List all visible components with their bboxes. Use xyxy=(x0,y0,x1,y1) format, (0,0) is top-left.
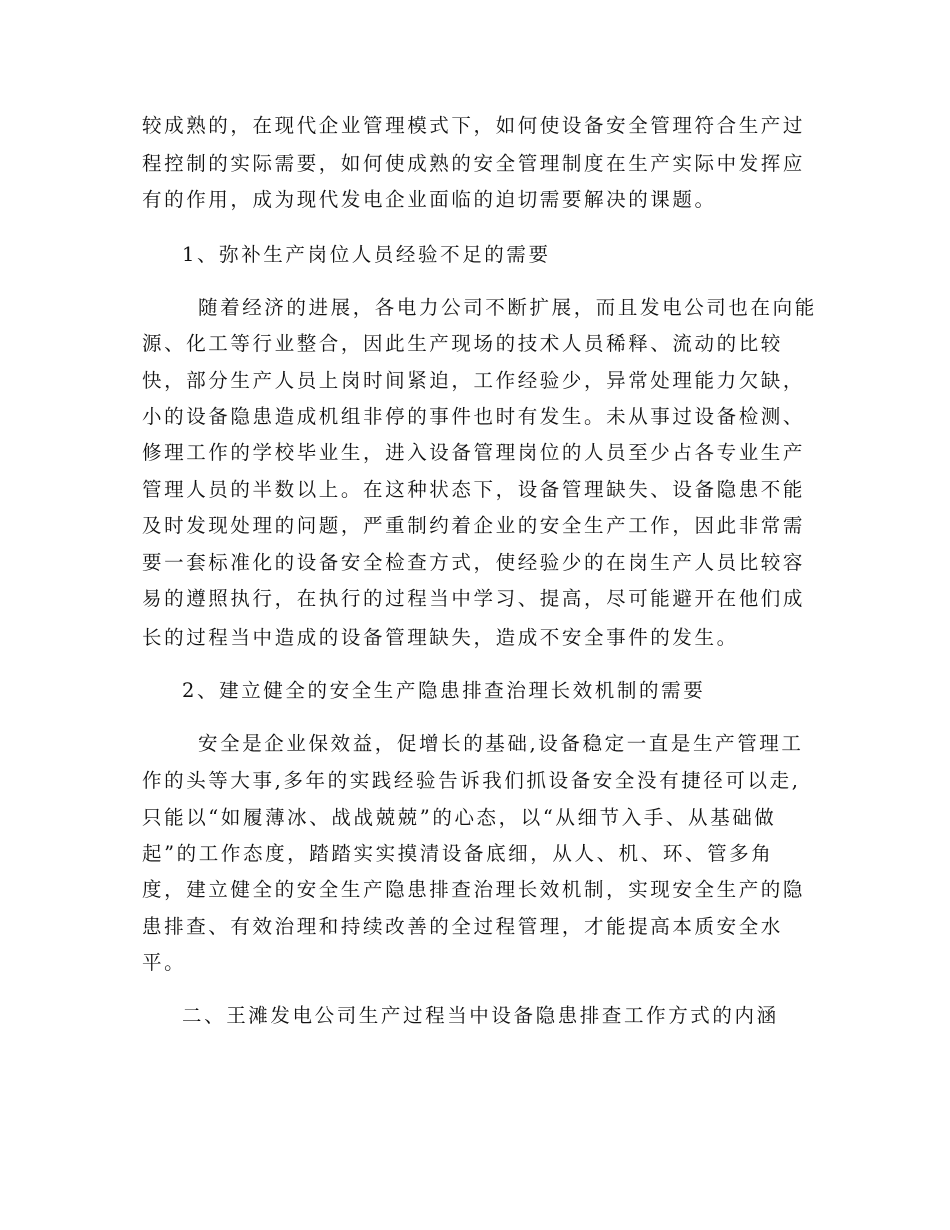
text-line: 平。 xyxy=(142,951,187,974)
text-line: 源、化工等行业整合，因此生产现场的技术人员稀释、流动的比较 xyxy=(142,332,783,355)
section-heading: 二、王滩发电公司生产过程当中设备隐患排查工作方式的内涵 xyxy=(182,1004,779,1027)
text-line: 要一套标准化的设备安全检查方式，使经验少的在岗生产人员比较容 xyxy=(142,551,806,574)
text-line: 易的遵照执行，在执行的过程当中学习、提高，尽可能避开在他们成 xyxy=(142,587,806,610)
text-line: 长的过程当中造成的设备管理缺失，造成不安全事件的发生。 xyxy=(142,626,739,649)
text-line: 有的作用，成为现代发电企业面临的迫切需要解决的课题。 xyxy=(142,188,717,211)
section-heading: 1、弥补生产岗位人员经验不足的需要 xyxy=(182,243,551,266)
text-line: 及时发现处理的问题，严重制约着企业的安全生产工作，因此非常需 xyxy=(142,514,806,537)
text-line: 度，建立健全的安全生产隐患排查治理长效机制，实现安全生产的隐 xyxy=(142,878,806,901)
text-line: 起”的工作态度，踏踏实实摸清设备底细，从人、机、环、管多角 xyxy=(142,842,774,865)
text-line: 作的头等大事,多年的实践经验告诉我们抓设备安全没有捷径可以走, xyxy=(142,769,801,792)
text-line: 较成熟的，在现代企业管理模式下，如何使设备安全管理符合生产过 xyxy=(142,114,806,137)
text-line: 随着经济的进展，各电力公司不断扩展，而且发电公司也在向能 xyxy=(198,296,817,319)
text-line: 管理人员的半数以上。在这种状态下，设备管理缺失、设备隐患不能 xyxy=(142,478,806,501)
text-line: 患排查、有效治理和持续改善的全过程管理，才能提高本质安全水 xyxy=(142,915,783,938)
text-line: 快，部分生产人员上岗时间紧迫，工作经验少，异常处理能力欠缺， xyxy=(142,369,806,392)
text-line: 小的设备隐患造成机组非停的事件也时有发生。未从事过设备检测、 xyxy=(142,405,806,428)
text-line: 只能以“如履薄冰、战战兢兢”的心态，以“从细节入手、从基础做 xyxy=(142,806,777,829)
text-line: 修理工作的学校毕业生，进入设备管理岗位的人员至少占各专业生产 xyxy=(142,441,806,464)
section-heading: 2、建立健全的安全生产隐患排查治理长效机制的需要 xyxy=(182,679,706,702)
text-line: 安全是企业保效益，促增长的基础,设备稳定一直是生产管理工 xyxy=(198,732,804,755)
text-line: 程控制的实际需要，如何使成熟的安全管理制度在生产实际中发挥应 xyxy=(142,152,806,175)
